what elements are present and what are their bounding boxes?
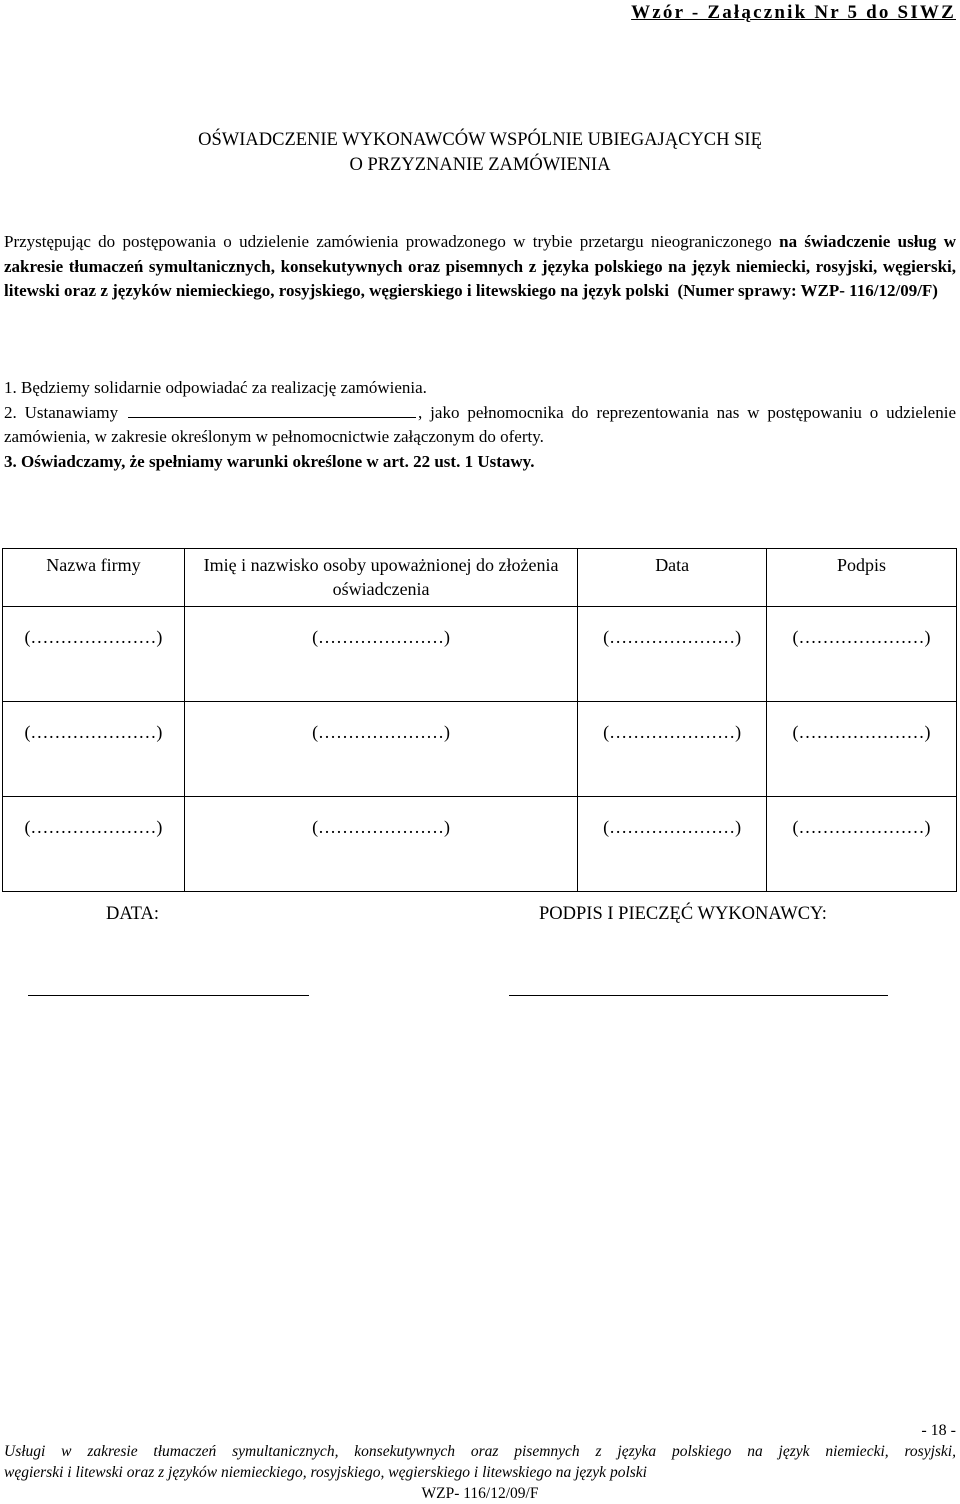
item-2-rest: , jako pełnomocnika do reprezentowania nas w postępowaniu o udzielenie zamówienia, w zakresie określonym w pełnomocnictwie załączonym do oferty. xyxy=(4,402,956,446)
intro-subject: na świadczenie usług w zakresie tłumaczeń symultanicznych, konsekutywnych oraz pisemnych z języka polskiego na język niemiecki, rosyjski, węgierski, litewski oraz z języków niemieckiego, rosyjskiego, węgierskiego i litewskiego na język polski xyxy=(4,232,956,300)
table-header-row xyxy=(3,549,957,607)
declarations-list xyxy=(4,376,956,474)
table-row xyxy=(3,607,957,702)
annex-header: Wzór - Załącznik Nr 5 do SIWZ xyxy=(631,2,956,23)
cell-signature[interactable]: (…………………) xyxy=(767,797,957,892)
header-date: Data xyxy=(578,549,767,607)
cell-company-name[interactable]: (…………………) xyxy=(3,702,185,797)
footer-line-2: węgierski i litewski oraz z języków niemieckiego, rosyjskiego, węgierskiego i litewskiego na język polski xyxy=(4,1464,647,1481)
intro-text xyxy=(4,230,956,304)
date-signature-line[interactable] xyxy=(28,995,309,996)
cell-company-name[interactable]: (…………………) xyxy=(3,607,185,702)
cell-date[interactable]: (…………………) xyxy=(578,702,767,797)
declaration-item-1: 1. Będziemy solidarnie odpowiadać za realizację zamówienia. xyxy=(4,378,427,397)
intro-paragraph xyxy=(4,230,956,304)
header-signature: Podpis xyxy=(767,549,957,607)
footer-case-number: WZP- 116/12/09/F xyxy=(421,1485,539,1502)
page-number: - 18 - xyxy=(921,1422,956,1439)
cell-date[interactable]: (…………………) xyxy=(578,607,767,702)
cell-authorized-person[interactable]: (…………………) xyxy=(184,607,577,702)
representative-name-blank[interactable] xyxy=(128,403,416,418)
declaration-item-3: 3. Oświadczamy, że spełniamy warunki określone w art. 22 ust. 1 Ustawy. xyxy=(4,451,535,471)
intro-case-number: (Numer sprawy: WZP- 116/12/09/F) xyxy=(677,281,938,300)
header-authorized-person: Imię i nazwisko osoby upoważnionej do złożenia oświadczenia xyxy=(184,549,577,607)
cell-signature[interactable]: (…………………) xyxy=(767,607,957,702)
contractor-signature-line[interactable] xyxy=(509,995,888,996)
cell-signature[interactable]: (…………………) xyxy=(767,702,957,797)
cell-date[interactable]: (…………………) xyxy=(578,797,767,892)
item-2-start: 2. Ustanawiamy xyxy=(4,402,119,422)
document-title-line1: OŚWIADCZENIE WYKONAWCÓW WSPÓLNIE UBIEGAJĄCYCH SIĘ xyxy=(198,130,762,150)
declaration-item-2 xyxy=(4,401,956,450)
table-row xyxy=(3,797,957,892)
header-company-name: Nazwa firmy xyxy=(3,549,185,607)
date-label: DATA: xyxy=(106,904,159,924)
document-title-line2: O PRZYZNANIE ZAMÓWIENIA xyxy=(349,155,611,175)
cell-authorized-person[interactable]: (…………………) xyxy=(184,797,577,892)
cell-authorized-person[interactable]: (…………………) xyxy=(184,702,577,797)
cell-company-name[interactable]: (…………………) xyxy=(3,797,185,892)
signature-stamp-label: PODPIS I PIECZĘĆ WYKONAWCY: xyxy=(539,904,827,924)
intro-lead: Przystępując do postępowania o udzielenie zamówienia prowadzonego w trybie przetargu nieograniczonego xyxy=(4,232,772,251)
table-row xyxy=(3,702,957,797)
footer-line-1: Usługi w zakresie tłumaczeń symultanicznych, konsekutywnych oraz pisemnych z języka polskiego na język niemiecki, rosyjski, xyxy=(4,1443,956,1460)
signatories-table xyxy=(2,548,957,892)
page-footer xyxy=(4,1441,956,1504)
